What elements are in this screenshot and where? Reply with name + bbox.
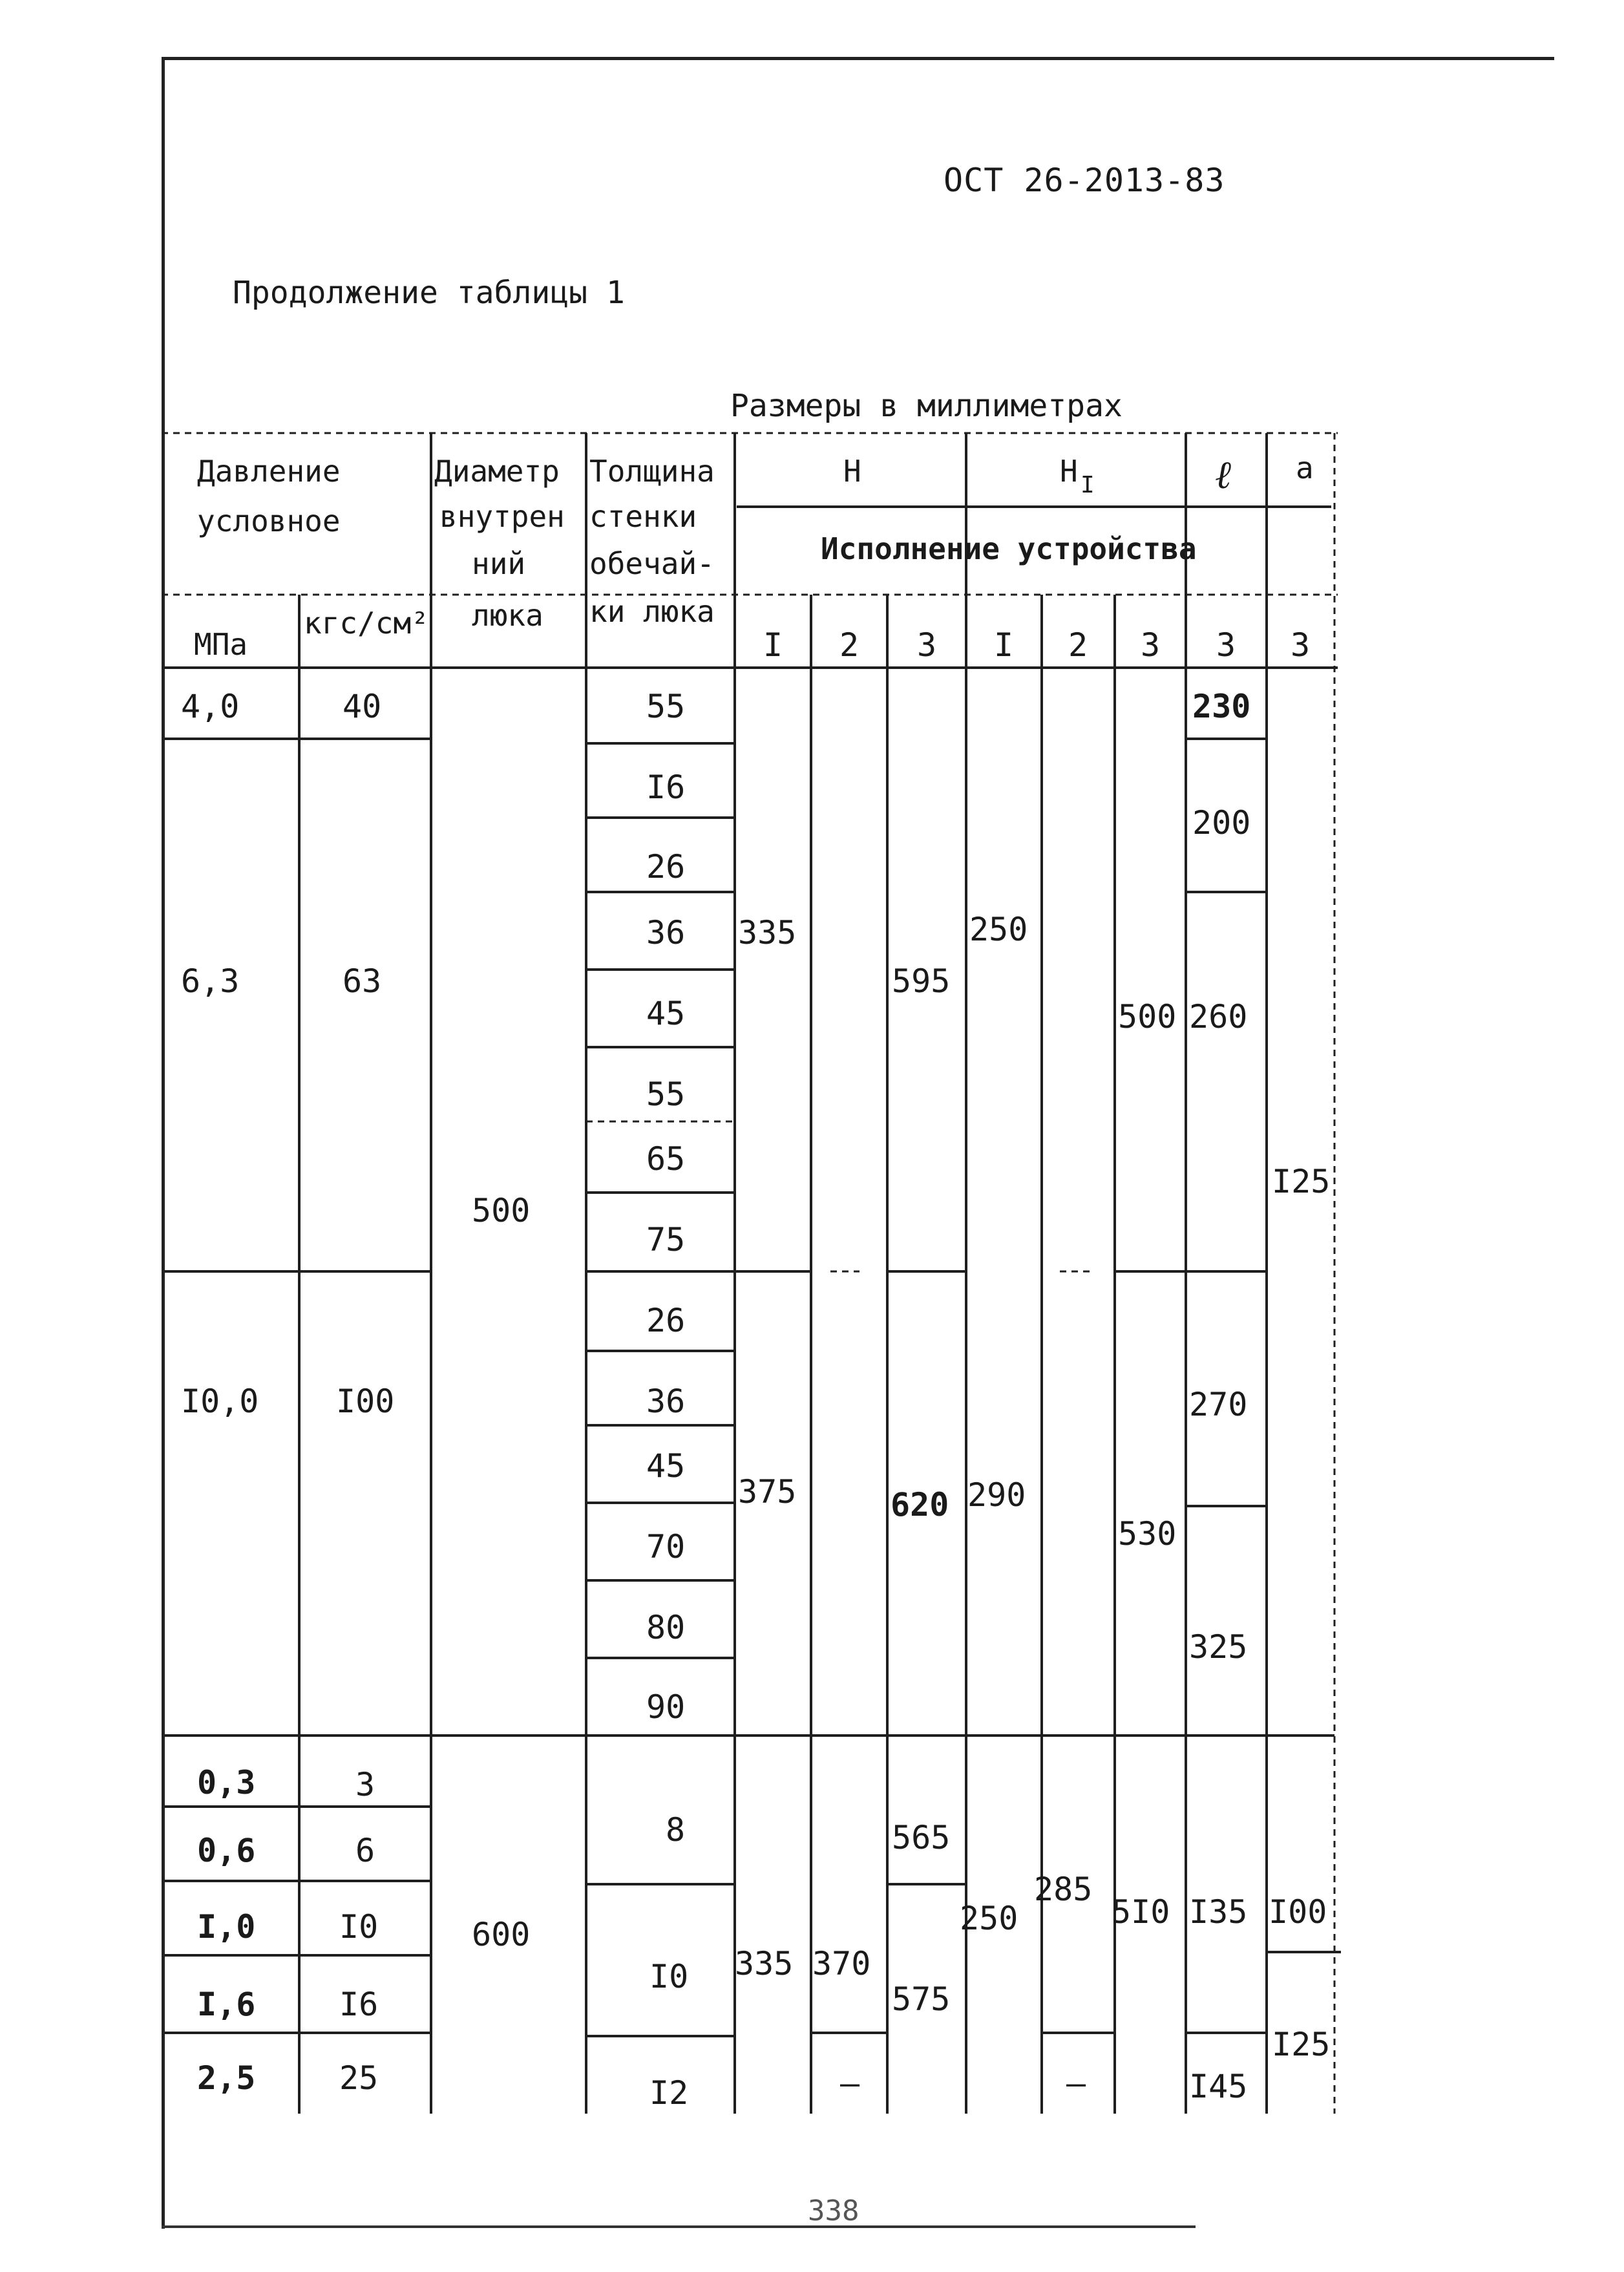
pressure-mpa-cell: I,0 (197, 1908, 256, 1946)
thickness-cell: 55 (646, 1076, 686, 1113)
thickness-cell: 36 (646, 914, 686, 951)
thickness-cell: 36 (646, 1383, 686, 1420)
header-thickness-line3: обечай- (589, 546, 715, 581)
pressure-kgf-cell: I00 (336, 1383, 395, 1420)
exec-label-H1-2: 2 (1068, 626, 1088, 664)
header-diameter-line2: внутрен (439, 499, 565, 534)
thickness-cell: 8 (666, 1811, 686, 1849)
exec-label-a-3: 3 (1290, 626, 1311, 664)
exec-label-H1-3: 3 (1140, 626, 1161, 664)
a-cell: I25 (1272, 1163, 1331, 1200)
header-thickness-line1: Толщина (589, 454, 715, 489)
H-exec2-cell: 370 (812, 1945, 871, 1982)
l-cell: I35 (1189, 1893, 1248, 1931)
a-cell: I00 (1269, 1893, 1327, 1931)
thickness-cell: 90 (646, 1688, 686, 1726)
pressure-mpa-cell: 4,0 (181, 688, 240, 725)
diameter-cell: 500 (472, 1192, 531, 1229)
document-code: ОСТ 26-2013-83 (944, 162, 1225, 199)
HI-exec1-cell: 290 (967, 1476, 1026, 1514)
pressure-mpa-cell: I,6 (197, 1986, 256, 2023)
a-cell: I25 (1272, 2026, 1331, 2063)
header-a: a (1296, 451, 1314, 485)
header-H1: H (1060, 454, 1078, 489)
pressure-kgf-cell: I6 (339, 1986, 379, 2023)
HI-exec2-cell: 285 (1034, 1871, 1093, 1908)
header-diameter-line4: люка (472, 598, 543, 633)
thickness-cell: 26 (646, 848, 686, 886)
header-execution: Исполнение устройства (821, 531, 1197, 566)
l-cell: I45 (1189, 2068, 1248, 2105)
units-note: Размеры в миллиметрах (730, 388, 1123, 424)
HI-exec1-cell: 250 (960, 1900, 1018, 1937)
H-exec3-cell: 565 (892, 1819, 951, 1856)
l-cell: 325 (1189, 1628, 1248, 1666)
H-exec3-cell: 575 (892, 1980, 951, 2018)
exec-label-H-1: I (763, 626, 783, 664)
H-exec2-cell: – (840, 2065, 860, 2102)
thickness-cell: I0 (649, 1958, 689, 1995)
pressure-kgf-cell: I0 (339, 1908, 379, 1946)
pressure-mpa-cell: 0,3 (197, 1764, 256, 1801)
HI-exec3-cell: 5I0 (1112, 1893, 1170, 1931)
pressure-kgf-cell: 6 (355, 1832, 375, 1869)
header-l: ℓ (1215, 452, 1231, 498)
table-caption: Продолжение таблицы 1 (233, 275, 625, 311)
thickness-cell: 45 (646, 995, 686, 1032)
thickness-cell: 55 (646, 688, 686, 725)
pressure-mpa-cell: 2,5 (197, 2059, 256, 2097)
thickness-cell: 75 (646, 1221, 686, 1258)
l-cell: 200 (1192, 804, 1251, 842)
H-exec1-cell: 335 (735, 1945, 794, 1982)
HI-exec1-cell: 250 (969, 911, 1028, 948)
pressure-kgf-cell: 25 (339, 2059, 379, 2097)
header-kgf: кгс/см² (304, 606, 429, 641)
l-cell: 260 (1189, 998, 1248, 1035)
thickness-cell: 26 (646, 1302, 686, 1339)
pressure-kgf-cell: 40 (343, 688, 382, 725)
header-H1-subscript: I (1081, 472, 1095, 498)
thickness-cell: I6 (646, 769, 686, 806)
thickness-column (646, 688, 688, 2112)
l-cell: 270 (1189, 1386, 1248, 1423)
HI-exec2-cell: – (1066, 2065, 1086, 2102)
page-number: 338 (808, 2194, 859, 2227)
pressure-kgf-cell: 3 (355, 1766, 375, 1803)
thickness-cell: 80 (646, 1609, 686, 1646)
execution-labels (763, 626, 1310, 664)
exec-label-H1-1: I (993, 626, 1014, 664)
H-exec1-cell: 375 (738, 1473, 797, 1511)
HI-exec3-cell: 500 (1118, 998, 1177, 1035)
table-grid (162, 433, 1341, 2114)
diameter-cell: 600 (472, 1916, 531, 1953)
thickness-cell: 70 (646, 1528, 686, 1566)
header-diameter-line1: Диаметр (434, 454, 560, 489)
HI-exec3-cell: 530 (1118, 1515, 1177, 1553)
H-exec1-cell: 335 (738, 914, 797, 951)
header-diameter-line3: ний (472, 546, 526, 581)
pressure-mpa-cell: I0,0 (181, 1383, 259, 1420)
exec-label-l-3: 3 (1216, 626, 1236, 664)
H-exec3-cell: 595 (892, 962, 951, 1000)
thickness-cell: 45 (646, 1447, 686, 1485)
pressure-mpa-cell: 0,6 (197, 1832, 256, 1869)
header-H: H (843, 454, 861, 489)
header-thickness-line4: ки люка (589, 594, 715, 629)
thickness-cell: I2 (649, 2074, 689, 2112)
exec-label-H-2: 2 (839, 626, 859, 664)
H-exec3-cell: 620 (891, 1486, 949, 1524)
l-cell: 230 (1192, 688, 1251, 725)
exec-label-H-3: 3 (916, 626, 937, 664)
header-pressure-line1: Давление (197, 454, 341, 489)
pressure-kgf-cell: 63 (343, 962, 382, 1000)
header-mpa: МПа (194, 627, 248, 662)
header-pressure-line2: условное (197, 504, 341, 538)
thickness-cell: 65 (646, 1140, 686, 1178)
pressure-mpa-cell: 6,3 (181, 962, 240, 1000)
header-thickness-line2: стенки (589, 499, 697, 534)
